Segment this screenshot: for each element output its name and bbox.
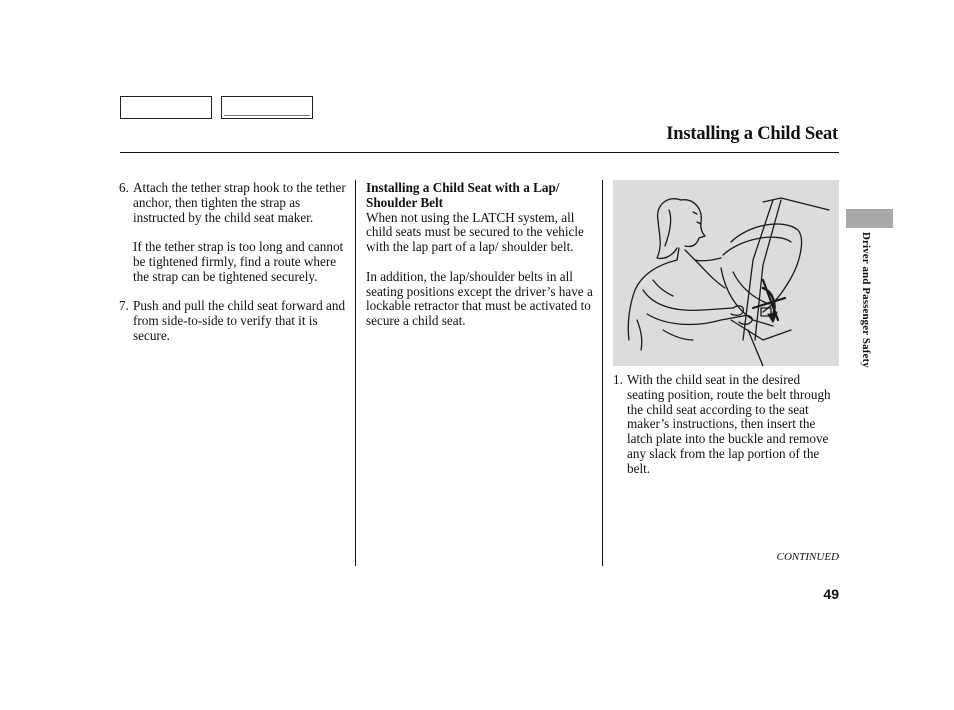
column-divider-1 bbox=[355, 180, 356, 566]
section-heading: Installing a Child Seat with a Lap/ Shoulder Belt bbox=[366, 180, 560, 210]
page-number: 49 bbox=[823, 586, 839, 602]
step-text: Push and pull the child seat forward and from side-to-side to verify that it is secure. bbox=[133, 298, 346, 343]
section-tab bbox=[846, 209, 893, 228]
step-6 bbox=[119, 181, 349, 285]
step-7 bbox=[119, 299, 349, 343]
column-3 bbox=[613, 373, 839, 477]
column-2 bbox=[366, 181, 596, 329]
step-number: 1. bbox=[613, 372, 623, 387]
step-text: Attach the tether strap hook to the tether anchor, then tighten the strap as instructed by the child seat maker. bbox=[133, 180, 346, 225]
paragraph: When not using the LATCH system, all child seats must be secured to the vehicle with the lap part of a lap/ shoulder belt. bbox=[366, 209, 584, 255]
paragraph: In addition, the lap/shoulder belts in all seating positions except the driver’s have a lockable retractor that must be activated to secure a child seat. bbox=[366, 268, 593, 329]
column-1 bbox=[119, 181, 349, 344]
illustration-drawing bbox=[613, 180, 839, 366]
step-number: 6. bbox=[119, 180, 129, 195]
child-seat-illustration bbox=[613, 180, 839, 366]
step-note: If the tether strap is too long and cannot be tightened firmly, find a route where the strap can be tightened securely. bbox=[133, 239, 344, 284]
nav-box-1[interactable] bbox=[120, 96, 212, 119]
page-title: Installing a Child Seat bbox=[666, 124, 838, 144]
step-number: 7. bbox=[119, 298, 129, 314]
header-rule bbox=[120, 152, 839, 153]
column-divider-2 bbox=[602, 180, 603, 566]
step-1 bbox=[613, 373, 839, 477]
step-text: With the child seat in the desired seating position, route the belt through the child seat according to the seat maker’s instructions, then insert the latch plate into the buckle and remove any slack from the lap portion of the belt. bbox=[627, 372, 831, 476]
continued-label: CONTINUED bbox=[776, 551, 839, 563]
nav-box-2[interactable] bbox=[221, 96, 313, 119]
section-label: Driver and Passenger Safety bbox=[860, 232, 872, 368]
